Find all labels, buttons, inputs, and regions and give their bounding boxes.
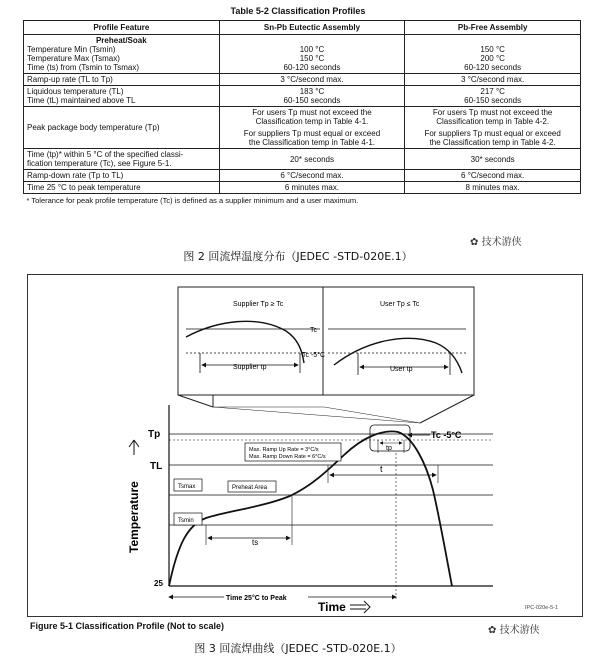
preheat-area-label: Preheat Area <box>232 485 268 491</box>
liquidous-pbfree-cell <box>405 86 581 107</box>
user-tp-label: User tp <box>390 366 413 373</box>
ramp-note-1: Max. Ramp Up Rate = 3°C/s <box>249 447 319 453</box>
ts-label: ts <box>252 538 259 547</box>
right-arrow-icon <box>350 601 370 613</box>
table-footnote-row <box>24 194 581 207</box>
y-axis-title: Temperature <box>127 481 141 553</box>
watermark-top <box>470 233 522 248</box>
feature-line: fication temperature (Tc), see Figure 5-1. <box>27 159 172 168</box>
table-row <box>24 35 581 74</box>
feature-line: Temperature Max (Tsmax) <box>27 54 120 63</box>
rampup-pbfree: 3 °C/second max. <box>405 74 581 86</box>
figure2-caption: 图 2 回流焊温度分布（JEDEC -STD-020E.1） <box>183 250 413 263</box>
table-row <box>24 86 581 107</box>
watermark-bottom <box>488 621 540 636</box>
preheat-feature-cell <box>24 35 220 74</box>
value-line: For users Tp must not exceed the <box>252 108 372 117</box>
wechat-icon: ✿ <box>470 237 479 248</box>
table-row <box>24 74 581 86</box>
rampdown-snpb: 6 °C/second max. <box>219 170 405 182</box>
time25-snpb: 6 minutes max. <box>219 182 405 194</box>
value-line: the Classification temp in Table 4-2. <box>429 138 556 147</box>
value-line: 217 °C <box>480 87 505 96</box>
tc-label: Tc <box>310 327 317 334</box>
liquidous-snpb-cell <box>219 86 405 107</box>
user-label: User Tp ≤ Tc <box>380 301 420 308</box>
table-header-row <box>24 21 581 35</box>
t-label: t <box>380 464 383 474</box>
reflow-profile-diagram <box>28 275 582 616</box>
value-line: 183 °C <box>299 87 325 96</box>
value-line: 150 °C <box>480 45 505 54</box>
feature-line: Temperature Min (Tsmin) <box>27 45 116 54</box>
header-feature: Profile Feature <box>24 21 220 35</box>
table-title: Table 5-2 Classification Profiles <box>230 6 366 16</box>
preheat-heading: Preheat/Soak <box>95 36 147 45</box>
value-line: 200 °C <box>480 54 505 63</box>
figure-ref: IPC-020e-5-1 <box>525 605 559 611</box>
table-footnote: * Tolerance for peak profile temperature (Tc) is defined as a supplier minimum and a user maximum. <box>24 194 581 207</box>
value-line: For users Tp must not exceed the <box>432 108 553 117</box>
reflow-figure <box>27 274 583 617</box>
classification-table <box>23 20 581 206</box>
rampdown-pbfree: 6 °C/second max. <box>405 170 581 182</box>
watermark-text: 技术游侠 <box>481 237 522 248</box>
peak-snpb-cell <box>219 107 405 149</box>
peak-feature: Peak package body temperature (Tp) <box>24 107 220 149</box>
tp-small-label: tp <box>386 445 392 452</box>
value-line: For suppliers Tp must equal or exceed <box>424 129 561 138</box>
preheat-snpb-cell <box>219 35 405 74</box>
figure3-caption: 图 3 回流焊曲线（JEDEC -STD-020E.1） <box>194 642 402 655</box>
time25-feature: Time 25 °C to peak temperature <box>24 182 220 194</box>
wechat-icon: ✿ <box>488 625 497 636</box>
up-arrow-icon <box>129 440 139 455</box>
tp-axis-label: Tp <box>148 429 161 440</box>
tc-right-label: Tc -5°C <box>431 430 462 440</box>
tsmin-label: Tsmin <box>178 518 194 524</box>
header-pbfree: Pb-Free Assembly <box>405 21 581 35</box>
rampup-feature: Ramp-up rate (TL to Tp) <box>24 74 220 86</box>
ramp-note-2: Max. Ramp Down Rate = 6°C/s <box>249 454 326 460</box>
feature-line: Liquidous temperature (TL) <box>27 87 124 96</box>
value-line: 60-150 seconds <box>283 96 341 105</box>
rampup-snpb: 3 °C/second max. <box>219 74 405 86</box>
time25-label: Time 25°C to Peak <box>226 595 287 602</box>
header-snpb: Sn-Pb Eutectic Assembly <box>219 21 405 35</box>
peak-pbfree-cell <box>405 107 581 149</box>
time-within-pbfree: 30* seconds <box>405 149 581 170</box>
value-line: For suppliers Tp must equal or exceed <box>243 129 381 138</box>
table-row <box>24 149 581 170</box>
feature-line: Time (tp)* within 5 °C of the specified classi- <box>27 150 184 159</box>
value-line: 60-120 seconds <box>283 63 341 72</box>
value-line: the Classification temp in Table 4-1. <box>248 138 376 147</box>
figure-5-1-caption: Figure 5-1 Classification Profile (Not to scale) <box>30 621 225 631</box>
table-row <box>24 107 581 149</box>
time-within-snpb: 20* seconds <box>219 149 405 170</box>
value-line: 150 °C <box>299 54 325 63</box>
tsmax-label: Tsmax <box>178 484 196 490</box>
value-line: 60-120 seconds <box>464 63 522 72</box>
feature-line: Time (tL) maintained above TL <box>27 96 136 105</box>
table-row <box>24 182 581 194</box>
preheat-pbfree-cell <box>405 35 581 74</box>
feature-line: Time (ts) from (Tsmin to Tsmax) <box>27 63 140 72</box>
watermark-text: 技术游侠 <box>499 625 540 636</box>
x-axis-title: Time <box>318 600 346 614</box>
time25-pbfree: 8 minutes max. <box>405 182 581 194</box>
tc-minus-label: Tc -5°C <box>302 352 326 359</box>
supplier-label: Supplier Tp ≥ Tc <box>233 301 284 308</box>
liquidous-feature-cell <box>24 86 220 107</box>
value-line: Classification temp in Table 4-1. <box>255 117 369 126</box>
tl-axis-label: TL <box>150 461 163 472</box>
supplier-tp-label: Supplier tp <box>233 364 267 371</box>
time-within-feature-cell <box>24 149 220 170</box>
rampdown-feature: Ramp-down rate (Tp to TL) <box>24 170 220 182</box>
value-line: 100 °C <box>299 45 325 54</box>
table-row <box>24 170 581 182</box>
value-line: 60-150 seconds <box>464 96 522 105</box>
value-line: Classification temp in Table 4-2. <box>436 117 550 126</box>
y25-label: 25 <box>154 579 163 588</box>
